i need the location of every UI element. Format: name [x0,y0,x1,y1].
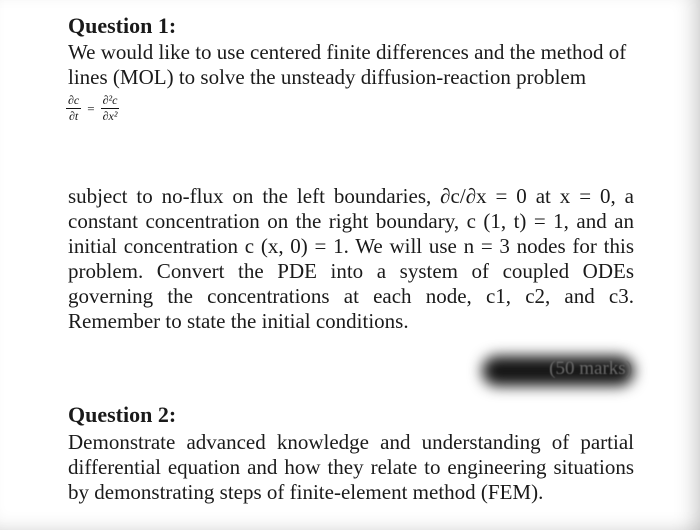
question-2-body [68,430,634,505]
question-1-intro-text: We would like to use centered finite differences and the method of lines (MOL) to solve the unsteady diffusion-reaction problem [68,40,627,89]
rhs-fraction [101,93,120,124]
rhs-denominator: ∂x² [102,109,118,123]
lhs-denominator: ∂t [69,109,79,123]
question-2-heading: Question 2: [68,402,177,427]
equals-sign: = [87,100,95,116]
marks-stamp [478,352,638,392]
question-1-body-text: subject to no-flux on the left boundaries, ∂c/∂x = 0 at x = 0, a constant concentration on the right boundary, c (1, t) = 1, and an initial concentration c (x, 0) = 1. We will use n = 3 nodes for this problem. Convert the PDE into a system of coupled ODEs governing the concentrations at each node, c1, c2, and c3. Remember to state the initial conditions. [68,184,634,333]
lhs-fraction [66,93,81,124]
question-1-intro [68,40,634,90]
question-1-heading: Question 1: [68,13,177,38]
rhs-numerator: ∂²c [102,93,118,107]
lhs-numerator: ∂c [68,93,80,107]
diffusion-equation [66,93,119,124]
marks-label: (50 marks) [549,358,632,379]
question-2-body-text: Demonstrate advanced knowledge and understanding of partial differential equation and how they relate to engineering situations by demonstrating steps of finite-element method (FEM). [68,430,634,504]
question-1-body [68,184,634,334]
